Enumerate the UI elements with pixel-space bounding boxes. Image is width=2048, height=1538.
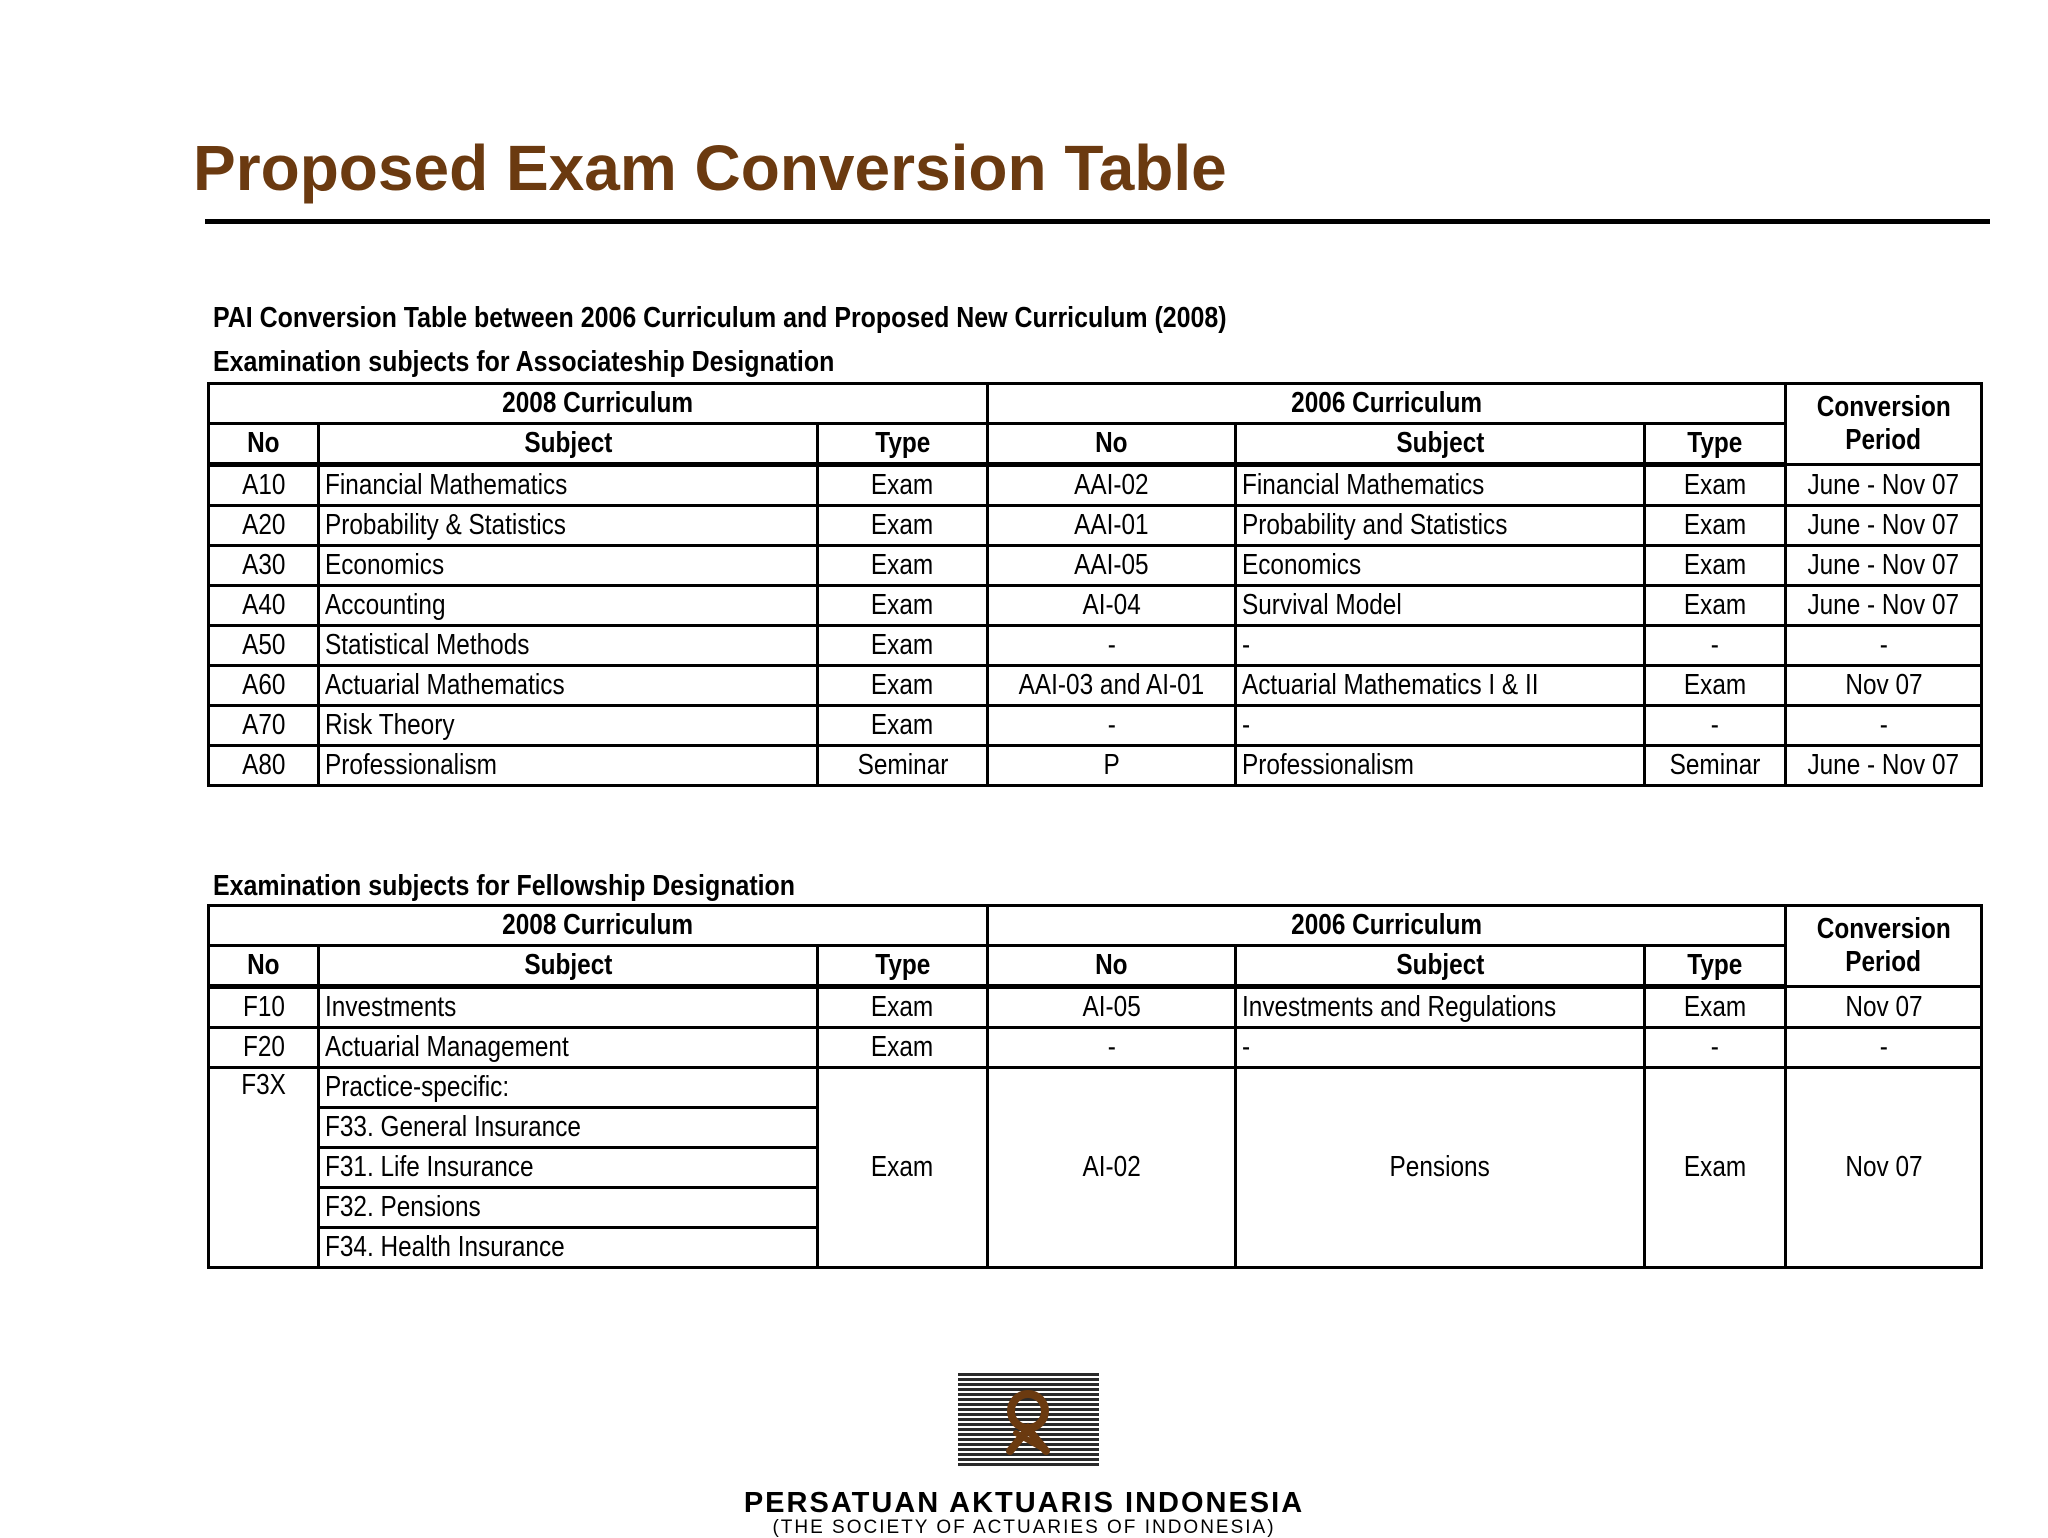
cell-old-no: -: [988, 626, 1236, 666]
cell-subject: Professionalism: [319, 746, 818, 786]
header-2006-curriculum: 2006 Curriculum: [988, 906, 1786, 946]
cell-old-subject: Professionalism: [1236, 746, 1645, 786]
logo-emblem-icon: [958, 1373, 1099, 1466]
table-row: [209, 586, 1982, 626]
cell-period: June - Nov 07: [1786, 506, 1982, 546]
table-row: [209, 706, 1982, 746]
cell-no: F20: [209, 1028, 319, 1068]
cell-old-type: -: [1645, 626, 1786, 666]
table-row: [209, 746, 1982, 786]
cell-subject: Actuarial Management: [319, 1028, 818, 1068]
cell-subject: Practice-specific:: [319, 1068, 818, 1108]
cell-period: Nov 07: [1786, 666, 1982, 706]
cell-old-subject: Pensions: [1236, 1068, 1645, 1268]
table-row: [209, 546, 1982, 586]
cell-type: Seminar: [818, 746, 988, 786]
cell-type: Exam: [818, 706, 988, 746]
cell-old-no: AI-02: [988, 1068, 1236, 1268]
cell-period: June - Nov 07: [1786, 746, 1982, 786]
cell-old-no: P: [988, 746, 1236, 786]
cell-subject: Risk Theory: [319, 706, 818, 746]
cell-type: Exam: [818, 666, 988, 706]
table-row: [209, 465, 1982, 506]
cell-old-type: Exam: [1645, 506, 1786, 546]
header-no: No: [209, 946, 319, 987]
cell-type: Exam: [818, 1068, 988, 1268]
table-row: [209, 1028, 1982, 1068]
cell-old-subject: -: [1236, 626, 1645, 666]
header-conversion-period: Conversion Period: [1786, 384, 1982, 465]
cell-no: A40: [209, 586, 319, 626]
header-old-type: Type: [1645, 424, 1786, 465]
header-2008-curriculum: 2008 Curriculum: [209, 384, 988, 424]
page-title: Proposed Exam Conversion Table: [193, 132, 1227, 204]
cell-old-subject: Survival Model: [1236, 586, 1645, 626]
cell-old-subject: Actuarial Mathematics I & II: [1236, 666, 1645, 706]
cell-subject: Accounting: [319, 586, 818, 626]
cell-old-no: -: [988, 706, 1236, 746]
cell-type: Exam: [818, 546, 988, 586]
cell-old-type: Exam: [1645, 546, 1786, 586]
cell-no: A70: [209, 706, 319, 746]
cell-old-type: Exam: [1645, 586, 1786, 626]
cell-old-no: AAI-03 and AI-01: [988, 666, 1236, 706]
cell-period: -: [1786, 1028, 1982, 1068]
group-header-row: [209, 384, 1982, 424]
org-name: PERSATUAN AKTUARIS INDONESIA: [743, 1487, 1305, 1519]
table-caption: PAI Conversion Table between 2006 Curriculum and Proposed New Curriculum (2008): [213, 302, 1227, 334]
cell-period: June - Nov 07: [1786, 465, 1982, 506]
table-row: [209, 987, 1982, 1028]
header-conversion-period: Conversion Period: [1786, 906, 1982, 987]
group-header-row: [209, 906, 1982, 946]
header-old-no: No: [988, 424, 1236, 465]
header-old-type: Type: [1645, 946, 1786, 987]
header-type: Type: [818, 946, 988, 987]
cell-old-type: Exam: [1645, 666, 1786, 706]
header-subject: Subject: [319, 946, 818, 987]
cell-subject: Actuarial Mathematics: [319, 666, 818, 706]
society-logo: [958, 1373, 1099, 1466]
column-header-row: [209, 424, 1982, 465]
org-name-english: (THE SOCIETY OF ACTUARIES OF INDONESIA): [772, 1517, 1276, 1538]
cell-no: A50: [209, 626, 319, 666]
header-old-subject: Subject: [1236, 946, 1645, 987]
table-row: [209, 666, 1982, 706]
cell-old-no: -: [988, 1028, 1236, 1068]
fellow-caption: Examination subjects for Fellowship Designation: [213, 870, 796, 902]
cell-old-type: -: [1645, 1028, 1786, 1068]
cell-no: A10: [209, 465, 319, 506]
fellowship-table: [207, 904, 1983, 1269]
cell-type: Exam: [818, 506, 988, 546]
cell-old-no: AI-04: [988, 586, 1236, 626]
cell-type: Exam: [818, 626, 988, 666]
cell-old-type: -: [1645, 706, 1786, 746]
header-2006-curriculum: 2006 Curriculum: [988, 384, 1786, 424]
cell-subject: Economics: [319, 546, 818, 586]
cell-type: Exam: [818, 987, 988, 1028]
header-old-no: No: [988, 946, 1236, 987]
cell-type: Exam: [818, 586, 988, 626]
cell-old-type: Exam: [1645, 465, 1786, 506]
cell-old-subject: -: [1236, 706, 1645, 746]
cell-no: F3X: [209, 1068, 319, 1268]
cell-period: Nov 07: [1786, 987, 1982, 1028]
cell-old-no: AAI-02: [988, 465, 1236, 506]
cell-subject: Investments: [319, 987, 818, 1028]
associate-caption: Examination subjects for Associateship Designation: [213, 346, 835, 378]
cell-old-no: AAI-05: [988, 546, 1236, 586]
cell-old-type: Exam: [1645, 987, 1786, 1028]
cell-no: A20: [209, 506, 319, 546]
cell-subject: F31. Life Insurance: [319, 1148, 818, 1188]
cell-old-subject: Financial Mathematics: [1236, 465, 1645, 506]
cell-subject: Probability & Statistics: [319, 506, 818, 546]
title-rule: [205, 219, 1990, 224]
cell-period: June - Nov 07: [1786, 546, 1982, 586]
cell-old-subject: Probability and Statistics: [1236, 506, 1645, 546]
cell-no: A60: [209, 666, 319, 706]
cell-type: Exam: [818, 1028, 988, 1068]
cell-subject: F32. Pensions: [319, 1188, 818, 1228]
header-no: No: [209, 424, 319, 465]
table-row: [209, 506, 1982, 546]
cell-subject: F33. General Insurance: [319, 1108, 818, 1148]
table-row: [209, 626, 1982, 666]
header-old-subject: Subject: [1236, 424, 1645, 465]
cell-subject: F34. Health Insurance: [319, 1228, 818, 1268]
cell-period: June - Nov 07: [1786, 586, 1982, 626]
cell-no: A30: [209, 546, 319, 586]
cell-old-type: Exam: [1645, 1068, 1786, 1268]
cell-old-subject: -: [1236, 1028, 1645, 1068]
cell-no: A80: [209, 746, 319, 786]
column-header-row: [209, 946, 1982, 987]
associateship-table: [207, 382, 1983, 787]
header-type: Type: [818, 424, 988, 465]
cell-no: F10: [209, 987, 319, 1028]
table-row: [209, 1068, 1982, 1108]
header-2008-curriculum: 2008 Curriculum: [209, 906, 988, 946]
cell-old-subject: Economics: [1236, 546, 1645, 586]
cell-period: -: [1786, 706, 1982, 746]
cell-subject: Financial Mathematics: [319, 465, 818, 506]
cell-subject: Statistical Methods: [319, 626, 818, 666]
cell-period: -: [1786, 626, 1982, 666]
cell-old-no: AI-05: [988, 987, 1236, 1028]
header-subject: Subject: [319, 424, 818, 465]
cell-old-subject: Investments and Regulations: [1236, 987, 1645, 1028]
cell-type: Exam: [818, 465, 988, 506]
cell-period: Nov 07: [1786, 1068, 1982, 1268]
cell-old-type: Seminar: [1645, 746, 1786, 786]
cell-old-no: AAI-01: [988, 506, 1236, 546]
